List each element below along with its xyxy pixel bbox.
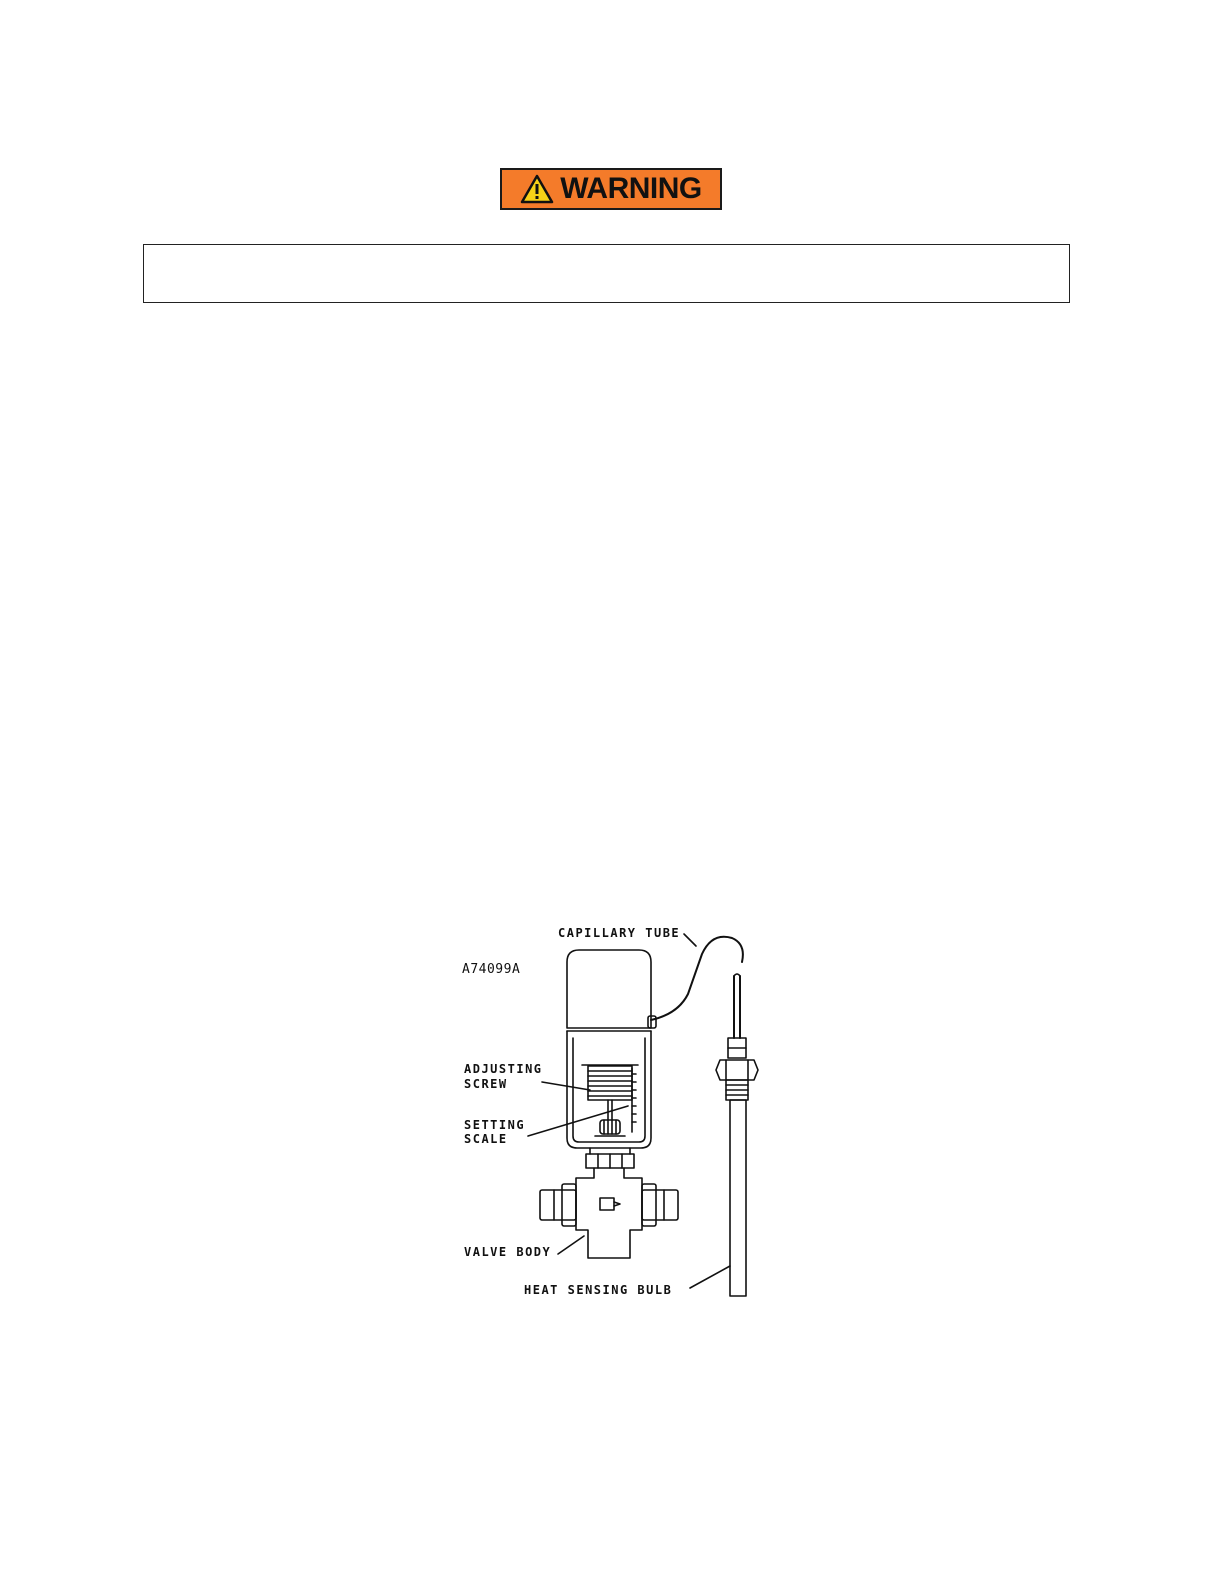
warning-triangle-icon (520, 174, 554, 204)
warning-message-box (143, 244, 1070, 303)
setting-scale-label-line1: SETTING (464, 1118, 526, 1132)
adjusting-screw-label-line2: SCREW (464, 1077, 508, 1091)
valve-body-label: VALVE BODY (464, 1245, 552, 1259)
thermostatic-valve-figure (440, 910, 800, 1310)
setting-scale-label-line2: SCALE (464, 1132, 508, 1146)
heat-sensing-bulb-label: HEAT SENSING BULB (524, 1283, 673, 1297)
adjusting-screw-label-line1: ADJUSTING (464, 1062, 543, 1076)
warning-banner (500, 168, 722, 210)
warning-label: WARNING (560, 172, 702, 205)
figure-id-label: A74099A (462, 962, 521, 977)
capillary-tube-label: CAPILLARY TUBE (558, 926, 681, 940)
